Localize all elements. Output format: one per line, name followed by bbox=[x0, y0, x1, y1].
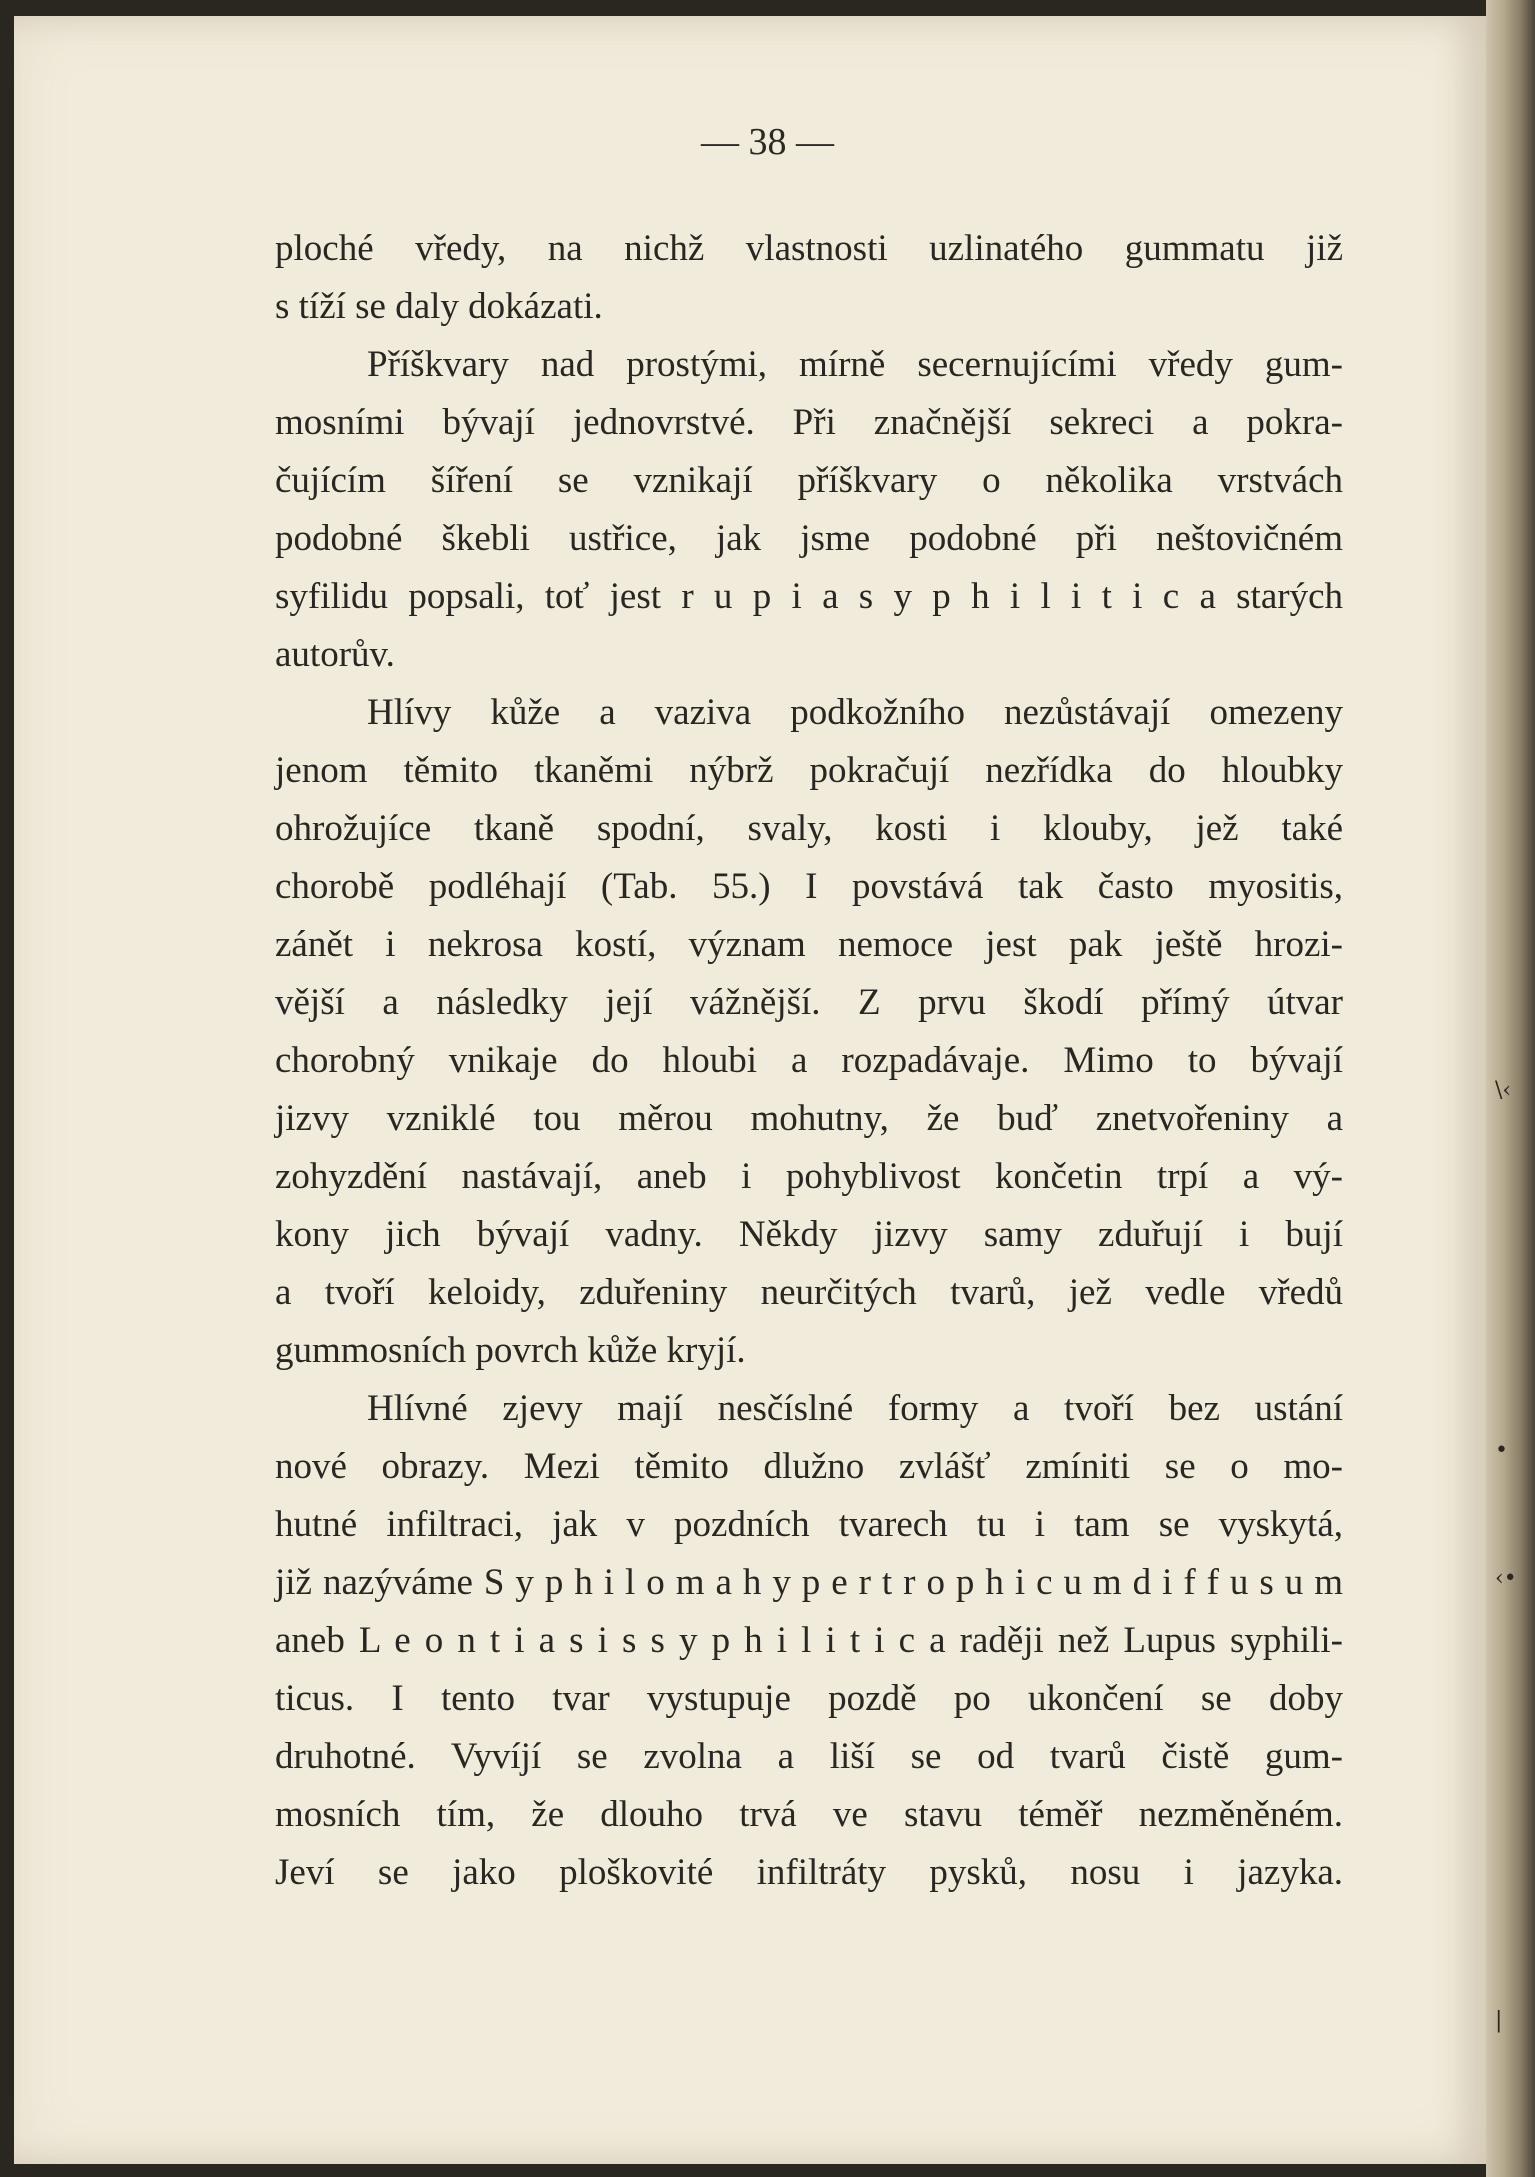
text-line: hutné infiltraci, jak v pozdních tvarech tu i tam se vyskytá, bbox=[275, 1504, 1343, 1545]
text-line: ohrožujíce tkaně spodní, svaly, kosti i klouby, jež také bbox=[275, 808, 1343, 849]
text-line: Hlívné zjevy mají nesčíslné formy a tvoří bez ustání bbox=[367, 1388, 1343, 1429]
edge-mark: \‹ bbox=[1495, 1078, 1512, 1103]
text-line: mosních tím, že dlouho trvá ve stavu téměř nezměněném. bbox=[275, 1794, 1343, 1835]
text-line: a tvoří keloidy, zduřeniny neurčitých tvarů, jež vedle vředů bbox=[275, 1272, 1343, 1313]
text-line: s tíží se daly dokázati. bbox=[275, 286, 603, 327]
page-number: — 38 — bbox=[701, 121, 834, 163]
text-line: podobné škebli ustřice, jak jsme podobné při neštovičném bbox=[275, 518, 1343, 559]
text-line: Hlívy kůže a vaziva podkožního nezůstávají omezeny bbox=[367, 692, 1343, 733]
text-line: čujícím šíření se vznikají příškvary o několika vrstvách bbox=[275, 460, 1343, 501]
edge-mark: | bbox=[1495, 2008, 1503, 2033]
text-line: zánět i nekrosa kostí, význam nemoce jest pak ještě hrozi- bbox=[275, 924, 1343, 965]
edge-mark: ‹• bbox=[1495, 1566, 1517, 1591]
text-line: chorobný vnikaje do hloubi a rozpadávaje. Mimo to bývají bbox=[275, 1040, 1343, 1081]
text-line: ploché vředy, na nichž vlastnosti uzlinatého gummatu již bbox=[275, 228, 1343, 269]
text-line: druhotné. Vyvíjí se zvolna a liší se od tvarů čistě gum- bbox=[275, 1736, 1343, 1777]
text-line: nové obrazy. Mezi těmito dlužno zvlášť zmíniti se o mo- bbox=[275, 1446, 1343, 1487]
text-line: jizvy vzniklé tou měrou mohutny, že buď znetvořeniny a bbox=[275, 1098, 1343, 1139]
text-line: chorobě podléhají (Tab. 55.) I povstává tak často myositis, bbox=[275, 866, 1343, 907]
text-line: Jeví se jako ploškovité infiltráty pysků, nosu i jazyka. bbox=[275, 1852, 1343, 1893]
text-line: mosními bývají jednovrstvé. Při značnější sekreci a pokra- bbox=[275, 402, 1343, 443]
text-line: zohyzdění nastávají, aneb i pohyblivost končetin trpí a vý- bbox=[275, 1156, 1343, 1197]
body-text bbox=[275, 220, 1343, 1902]
text-line: Příškvary nad prostými, mírně secernujícími vředy gum- bbox=[367, 344, 1343, 385]
text-line: ticus. I tento tvar vystupuje pozdě po ukončení se doby bbox=[275, 1678, 1343, 1719]
text-line: jenom těmito tkaněmi nýbrž pokračují nezřídka do hloubky bbox=[275, 750, 1343, 791]
edge-mark: • bbox=[1495, 1438, 1508, 1463]
text-line: vější a následky její vážnější. Z prvu škodí přímý útvar bbox=[275, 982, 1343, 1023]
text-line: gummosních povrch kůže kryjí. bbox=[275, 1330, 746, 1371]
text-line: autorův. bbox=[275, 634, 395, 675]
text-line: syfilidu popsali, toť jest r u p i a s y p h i l i t i c a starých bbox=[275, 576, 1343, 617]
text-line: již nazýváme S y p h i l o m a h y p e r t r o p h i c u m d i f f u s u m bbox=[275, 1562, 1343, 1603]
text-line: aneb L e o n t i a s i s s y p h i l i t i c a raději než Lupus syphili- bbox=[275, 1620, 1343, 1661]
text-line: kony jich bývají vadny. Někdy jizvy samy zduřují i bují bbox=[275, 1214, 1343, 1255]
